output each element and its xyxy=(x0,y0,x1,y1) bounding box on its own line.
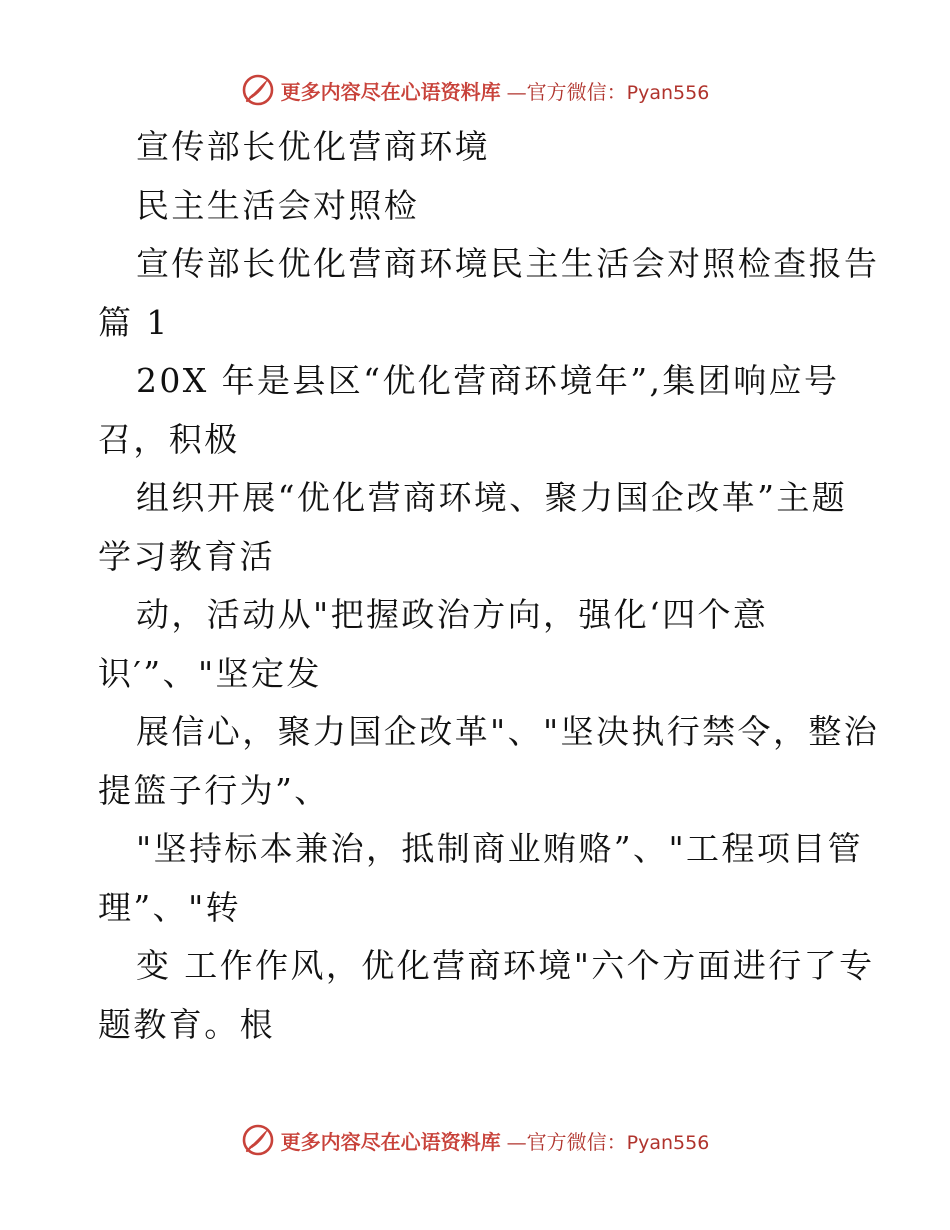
banner-text: 更多内容尽在心语资料库 xyxy=(280,1129,501,1154)
banner-official-label: 官方微信： xyxy=(526,1129,627,1154)
doc-line: 理”、"转 xyxy=(98,887,242,927)
footer-watermark-banner xyxy=(0,1118,950,1162)
doc-line: 动，活动从"把握政治方向，强化‘四个意 xyxy=(136,595,769,634)
doc-line: 民主生活会对照检 xyxy=(136,185,420,225)
banner-dash: — xyxy=(506,1129,527,1154)
doc-line: 组织开展“优化营商环境、聚力国企改革”主题 xyxy=(136,478,848,517)
doc-line: 20X 年是县区“优化营商环境年”,集团响应号 xyxy=(136,361,840,400)
banner-text: 更多内容尽在心语资料库 xyxy=(280,79,501,104)
doc-line: 识′”、"坚定发 xyxy=(98,653,322,693)
doc-line: 题教育。根 xyxy=(98,1004,275,1044)
banner-wechat-id: Pyan556 xyxy=(626,1131,710,1154)
quill-pen-circle-icon xyxy=(241,73,275,107)
quill-pen-circle-icon xyxy=(241,1123,275,1157)
doc-line: 召，积极 xyxy=(98,419,240,459)
header-watermark-banner xyxy=(0,68,950,112)
banner-suffix xyxy=(507,76,710,105)
doc-line: 展信心，聚力国企改革"、"坚决执行禁令，整治 xyxy=(136,712,880,751)
banner-official-label: 官方微信： xyxy=(526,79,627,104)
doc-line: "坚持标本兼治，抵制商业贿赂”、"工程项目管 xyxy=(136,829,864,868)
banner-wechat-id: Pyan556 xyxy=(626,81,710,104)
doc-line: 学习教育活 xyxy=(98,536,275,576)
doc-line: 变 工作作风，优化营商环境"六个方面进行了专 xyxy=(136,946,875,985)
doc-line: 宣传部长优化营商环境 xyxy=(136,127,490,166)
doc-line: 提篮子行为”、 xyxy=(98,770,330,810)
banner-suffix xyxy=(507,1126,710,1155)
doc-line: 篇 1 xyxy=(98,302,170,342)
doc-line: 宣传部长优化营商环境民主生活会对照检查报告 xyxy=(136,244,880,283)
banner-dash: — xyxy=(506,79,527,104)
document-body xyxy=(98,118,880,1054)
